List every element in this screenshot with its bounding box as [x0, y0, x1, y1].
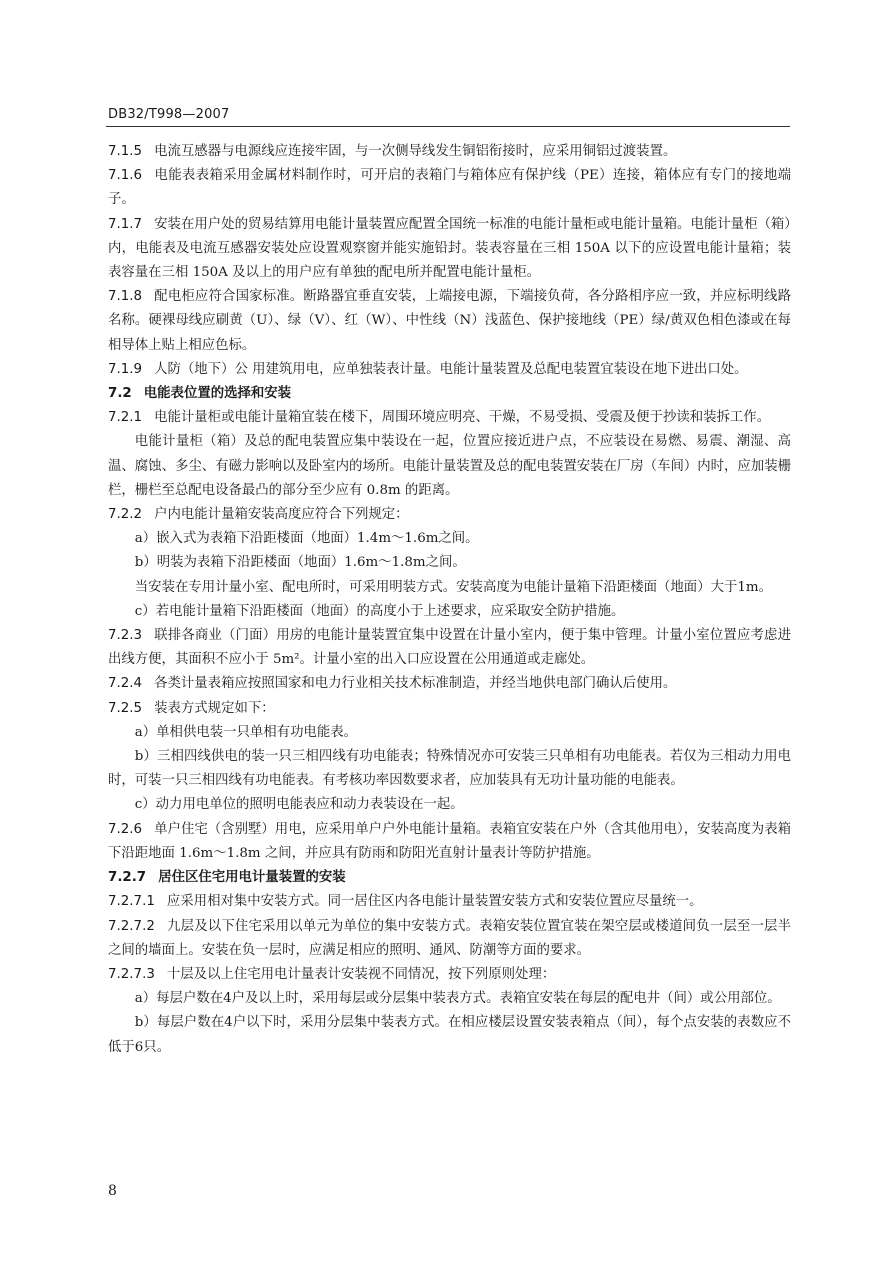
- clause-text: a）每层户数在4户及以上时，采用每层或分层集中装表方式。表箱宜安装在每层的配电井（间）或公用部位。: [134, 991, 781, 1007]
- paragraph: [108, 430, 791, 503]
- page-number: 8: [108, 1183, 117, 1199]
- clause-text: 单户住宅（含别墅）用电，应采用单户户外电能计量箱。表箱宜安装在户外（含其他用电），安装高度为表箱下沿距地面 1.6m～1.8m 之间，并应具有防雨和防阳光直射计量表计等防护措施。: [108, 821, 791, 861]
- clause-number: 7.1.5: [108, 144, 143, 159]
- clause-number: 7.2.2: [108, 507, 143, 523]
- clause-number: 7.2.1: [108, 410, 143, 426]
- standard-code: DB32/T998—2007: [108, 107, 230, 122]
- clause-text: 电能计量柜或电能计量箱宜装在楼下，周围环境应明亮、干燥，不易受损、受震及便于抄读和装拆工作。: [154, 410, 771, 426]
- clause-number: 7.2.4: [108, 676, 143, 692]
- clause-7-1-8: [108, 285, 791, 358]
- paragraph: [108, 745, 791, 793]
- clause-number: 7.2.7: [108, 870, 147, 886]
- paragraph: [108, 721, 791, 745]
- clause-7-1-5: [108, 140, 791, 164]
- clause-number: 7.1.6: [108, 168, 143, 184]
- clause-number: 7.2.7.3: [108, 966, 155, 982]
- clause-7-2-5: [108, 697, 791, 721]
- clause-number: 7.2.3: [108, 628, 143, 644]
- clause-number: 7.2: [108, 386, 132, 402]
- clause-text: b）明装为表箱下沿距楼面（地面）1.6m～1.8m之间。: [134, 555, 466, 571]
- clause-number: 7.2.5: [108, 700, 143, 716]
- header-divider: [106, 126, 790, 127]
- paragraph: [108, 1011, 791, 1059]
- clause-text: c）若电能计量箱下沿距楼面（地面）的高度小于上述要求，应采取安全防护措施。: [134, 603, 625, 619]
- clause-7-2-7-3: [108, 963, 791, 987]
- paragraph: [108, 793, 791, 817]
- clause-text: 电能表表箱采用金属材料制作时，可开启的表箱门与箱体应有保护线（PE）连接，箱体应有专门的接地端子。: [108, 168, 791, 208]
- clause-text: b）三相四线供电的装一只三相四线有功电能表；特殊情况亦可安装三只单相有功电能表。若仅为三相动力用电时，可装一只三相四线有功电能表。有考核功率因数要求者，应加装具有无功计量功能的电能表。: [108, 749, 791, 789]
- clause-text: 应采用相对集中安装方式。同一居住区内各电能计量装置安装方式和安装位置应尽量统一。: [166, 894, 703, 910]
- clause-7-1-9: [108, 358, 791, 382]
- clause-7-2-6: [108, 818, 791, 866]
- clause-7-2-3: [108, 624, 791, 672]
- clause-text: 人防（地下）公 用建筑用电，应单独装表计量。电能计量装置及总配电装置宜装设在地下进出口处。: [154, 361, 748, 377]
- paragraph: [108, 987, 791, 1011]
- clause-7-2-4: [108, 672, 791, 696]
- clause-7-2-7-2: [108, 915, 791, 963]
- clause-number: 7.2.7.1: [108, 894, 155, 910]
- clause-number: 7.1.7: [108, 216, 143, 232]
- clause-text: 装表方式规定如下：: [154, 700, 275, 716]
- clause-text: 电能表位置的选择和安装: [143, 386, 292, 402]
- clause-text: 居住区住宅用电计量装置的安装: [158, 870, 346, 886]
- paragraph: [108, 551, 791, 575]
- clause-7-1-7: [108, 213, 791, 286]
- clause-text: 电能计量柜（箱）及总的配电装置应集中装设在一起，位置应接近进户点，不应装设在易燃、易震、潮湿、高温、腐蚀、多尘、有磁力影响以及卧室内的场所。电能计量装置及总的配电装置安装在厂房（车间）内时，应加装栅栏，栅栏至总配电设备最凸的部分至少应有 0.8m 的距离。: [108, 434, 791, 498]
- clause-number: 7.2.6: [108, 821, 143, 837]
- clause-7-2: [108, 382, 791, 406]
- clause-text: 安装在用户处的贸易结算用电能计量装置应配置全国统一标准的电能计量柜或电能计量箱。电能计量柜（箱）内，电能表及电流互感器安装处应设置观察窗并能实施铅封。装表容量在三相 150A 以下的应设置电能计量箱；装表容量在三相 150A 及以上的用户应有单独的配电所并配置电能计量柜。: [108, 216, 791, 281]
- document-body: [108, 140, 791, 1060]
- clause-text: a）嵌入式为表箱下沿距楼面（地面）1.4m～1.6m之间。: [134, 531, 479, 547]
- clause-number: 7.1.9: [108, 361, 143, 377]
- clause-7-2-7-1: [108, 890, 791, 914]
- clause-text: b）每层户数在4户以下时，采用分层集中装表方式。在相应楼层设置安装表箱点（间），每个点安装的表数应不低于6只。: [108, 1015, 791, 1055]
- clause-text: a）单相供电装一只单相有功电能表。: [134, 724, 358, 740]
- clause-7-2-7: [108, 866, 791, 890]
- clause-text: 九层及以下住宅采用以单元为单位的集中安装方式。表箱安装位置宜装在架空层或楼道间负一层至一层半之间的墙面上。安装在负一层时，应满足相应的照明、通风、防潮等方面的要求。: [108, 918, 791, 958]
- paragraph: [108, 527, 791, 551]
- clause-7-1-6: [108, 164, 791, 212]
- clause-text: 户内电能计量箱安装高度应符合下列规定：: [154, 507, 409, 523]
- clause-text: 电流互感器与电源线应连接牢固，与一次侧导线发生铜铝衔接时，应采用铜铝过渡装置。: [154, 144, 677, 159]
- clause-text: 联排各商业（门面）用房的电能计量装置宜集中设置在计量小室内，便于集中管理。计量小室位置应考虑进出线方便，其面积不应小于 5m²。计量小室的出入口应设置在公用通道或走廊处。: [108, 628, 791, 668]
- clause-text: 各类计量表箱应按照国家和电力行业相关技术标准制造，并经当地供电部门确认后使用。: [154, 676, 677, 692]
- clause-text: 十层及以上住宅用电计量表计安装视不同情况，按下列原则处理：: [166, 966, 556, 982]
- clause-7-2-2: [108, 503, 791, 527]
- paragraph: [108, 576, 791, 600]
- clause-number: 7.1.8: [108, 289, 143, 305]
- clause-7-2-1: [108, 406, 791, 430]
- clause-number: 7.2.7.2: [108, 918, 155, 934]
- paragraph: [108, 600, 791, 624]
- clause-text: c）动力用电单位的照明电能表应和动力表装设在一起。: [134, 797, 464, 813]
- clause-text: 配电柜应符合国家标准。断路器宜垂直安装，上端接电源，下端接负荷，各分路相序应一致，并应标明线路名称。硬裸母线应刷黄（U）、绿（V）、红（W）、中性线（N）浅蓝色、保护接地线（PE）绿/黄双色相色漆或在每相导体上贴上相应色标。: [108, 289, 791, 353]
- clause-text: 当安装在专用计量小室、配电所时，可采用明装方式。安装高度为电能计量箱下沿距楼面（地面）大于1m。: [134, 579, 772, 595]
